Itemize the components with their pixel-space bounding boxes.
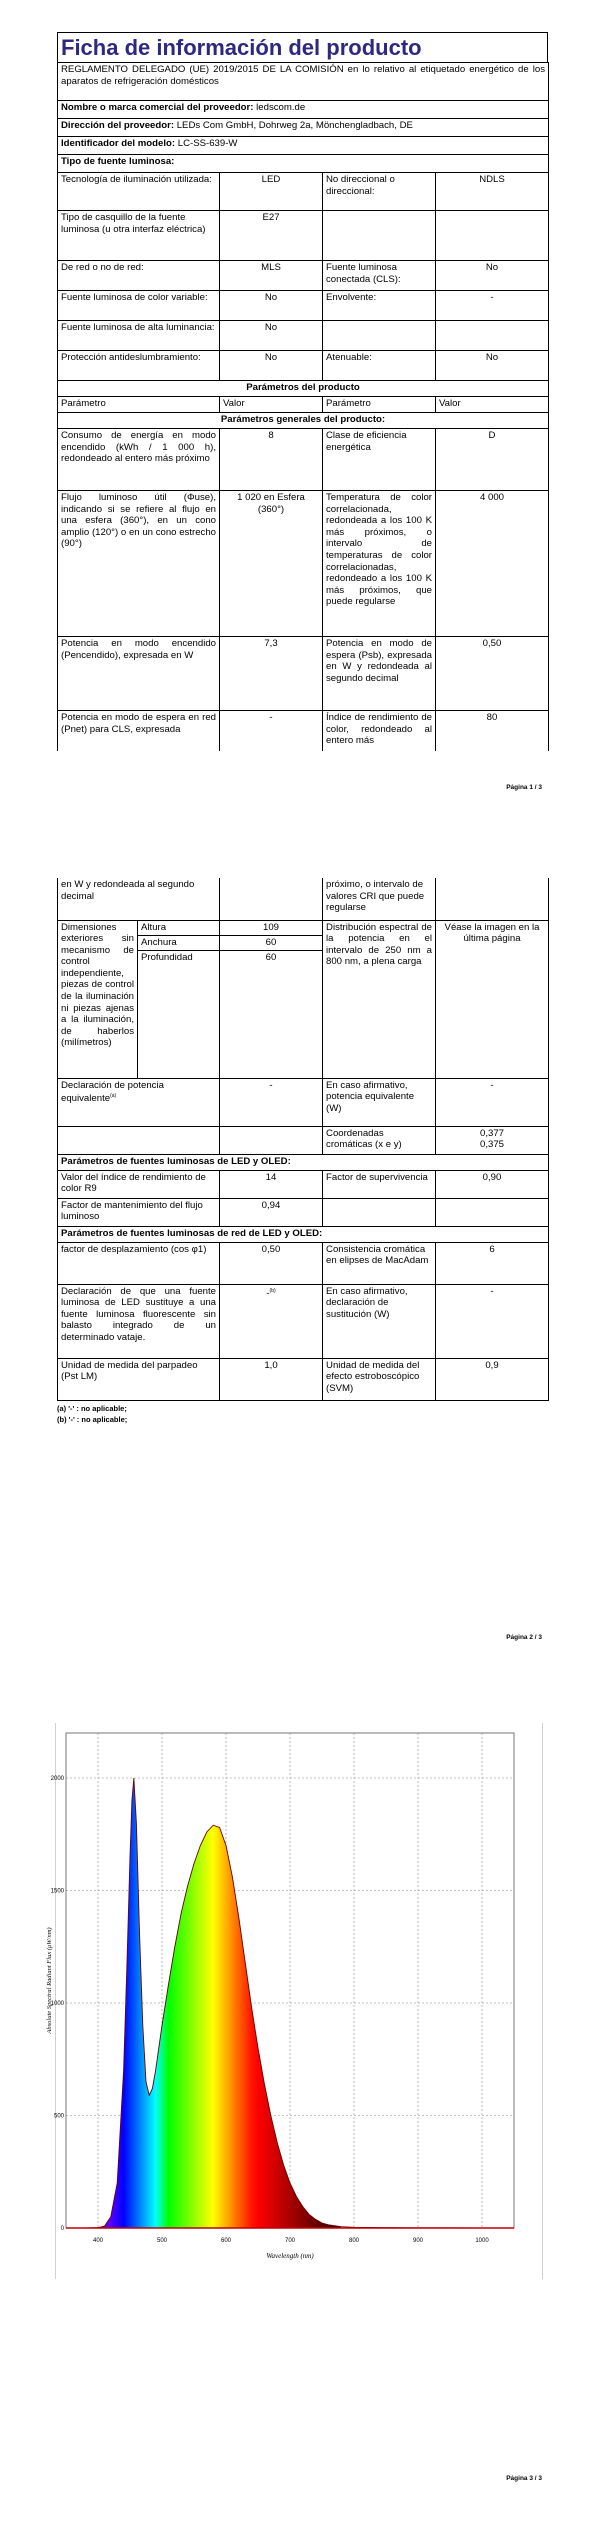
row-value: 0,50	[436, 637, 549, 711]
y-axis-label: Absolute Spectral Radiant Flux (μW/nm)	[46, 1927, 53, 2034]
row-label: En caso afirmativo, potencia equivalente (W)	[323, 1078, 436, 1126]
row-label: Consumo de energía en modo encendido (kWh / 1 000 h), redondeado al entero más próximo	[58, 429, 220, 491]
spectral-distribution-label: Distribución espectral de la potencia en el intervalo de 250 nm a 800 nm, a plena carga	[323, 920, 436, 1078]
row-value	[220, 1126, 323, 1154]
row-value: 1,0	[220, 1358, 323, 1400]
row-label: Factor de mantenimiento del flujo luminoso	[58, 1198, 220, 1226]
table-row	[58, 1198, 549, 1226]
width-value: 60	[220, 935, 323, 950]
row-label	[58, 1126, 220, 1154]
product-params-title: Parámetros del producto	[58, 381, 549, 397]
table-row	[58, 878, 549, 920]
row-label: Unidad de medida del parpadeo (Pst LM)	[58, 1358, 220, 1400]
row-value: -	[436, 1284, 549, 1358]
model-value: LC-SS-639-W	[177, 138, 238, 149]
model-row	[58, 137, 549, 155]
row-label: Potencia en modo de espera (Psb), expresada en W y redondeada al segundo decimal	[323, 637, 436, 711]
row-value: No	[220, 291, 323, 321]
row-value: 80	[436, 711, 549, 751]
table-row	[58, 1358, 549, 1400]
row-label: Declaración de que una fuente luminosa de LED sustituye a una fuente luminosa fluorescente sin balasto integrado de un determinado vataje.	[58, 1284, 220, 1358]
table-row	[58, 211, 549, 261]
row-value	[436, 321, 549, 351]
row-label: Unidad de medida del efecto estroboscópico (SVM)	[323, 1358, 436, 1400]
x-tick-label: 700	[284, 2238, 296, 2244]
row-label: próximo, o intervalo de valores CRI que puede regularse	[323, 878, 436, 920]
row-label: Tecnología de iluminación utilizada:	[58, 173, 220, 211]
col-header-param: Parámetro	[323, 397, 436, 413]
row-value	[436, 211, 549, 261]
row-label	[323, 1198, 436, 1226]
row-value: MLS	[220, 261, 323, 291]
row-value: NDLS	[436, 173, 549, 211]
table-row	[58, 920, 549, 935]
row-value: No	[436, 261, 549, 291]
row-label: Potencia en modo de espera en red (Pnet) para CLS, expresada	[58, 711, 220, 751]
height-value: 109	[220, 920, 323, 935]
row-label: No direccional o direccional:	[323, 173, 436, 211]
col-header-param: Parámetro	[58, 397, 220, 413]
row-label: Valor del índice de rendimiento de color R9	[58, 1170, 220, 1198]
row-value: 8	[220, 429, 323, 491]
spectrum-chart	[46, 1723, 542, 2279]
row-value: LED	[220, 173, 323, 211]
supplier-address-value: LEDs Com GmbH, Dohrweg 2a, Mönchengladbach, DE	[176, 120, 413, 131]
supplier-address-row	[58, 119, 549, 137]
product-info-table	[57, 62, 549, 751]
table-row	[58, 321, 549, 351]
supplier-brand-value: ledscom.de	[256, 102, 306, 113]
y-tick-label: 1000	[50, 2001, 64, 2007]
y-tick-label: 1500	[50, 1888, 64, 1895]
table-row	[58, 711, 549, 751]
row-value: 0,90	[436, 1170, 549, 1198]
row-label: Envolvente:	[323, 291, 436, 321]
row-label: Flujo luminoso útil (Φuse), indicando si se refiere al flujo en una esfera (360°), en un cono amplio (120°) o en un cono estrecho (90°)	[58, 491, 220, 637]
row-label	[323, 321, 436, 351]
row-label: Tipo de casquillo de la fuente luminosa (u otra interfaz eléctrica)	[58, 211, 220, 261]
x-tick-label: 900	[412, 2238, 424, 2244]
row-label	[323, 211, 436, 261]
row-value: 7,3	[220, 637, 323, 711]
depth-value: 60	[220, 950, 323, 1078]
row-label: en W y redondeada al segundo decimal	[58, 878, 220, 920]
chromaticity-y: 0,375	[480, 1139, 505, 1151]
row-value: 14	[220, 1170, 323, 1198]
col-header-value: Valor	[436, 397, 549, 413]
led-params-section: Parámetros de fuentes luminosas de LED y OLED:	[58, 1154, 549, 1170]
row-label	[58, 1078, 220, 1126]
table-row	[58, 1126, 549, 1154]
row-value: No	[436, 351, 549, 381]
title-cell	[57, 32, 548, 62]
page-2	[0, 870, 595, 1650]
row-value: D	[436, 429, 549, 491]
page-number: Página 2 / 3	[506, 1634, 542, 1641]
row-value: -	[436, 1078, 549, 1126]
table-row	[58, 291, 549, 321]
spectral-distribution-value: Véase la imagen en la última página	[436, 920, 549, 1078]
supplier-address-label: Dirección del proveedor:	[61, 120, 175, 131]
row-label: factor de desplazamiento (cos φ1)	[58, 1242, 220, 1284]
row-value: 0,9	[436, 1358, 549, 1400]
table-row	[58, 1284, 549, 1358]
y-tick-label: 500	[53, 2113, 64, 2120]
supplier-brand-row	[58, 101, 549, 119]
x-tick-label: 400	[92, 2238, 104, 2244]
product-info-table-continued	[57, 878, 549, 1401]
row-label: Clase de eficiencia energética	[323, 429, 436, 491]
row-value	[436, 878, 549, 920]
footnote: (b) '-' : no aplicable;	[57, 1414, 128, 1424]
net-params-section: Parámetros de fuentes luminosas de red de LED y OLED:	[58, 1226, 549, 1242]
row-value	[436, 1198, 549, 1226]
table-row	[58, 1242, 549, 1284]
table-row	[58, 351, 549, 381]
row-label: Fuente luminosa de color variable:	[58, 291, 220, 321]
equivalent-power-label: Declaración de potencia equivalente	[61, 1079, 164, 1105]
table-row	[58, 491, 549, 637]
dimensions-label: Dimensiones exteriores sin mecanismo de control independiente, piezas de control de la iluminación ni piezas ajenas a la iluminación, de haberlos (milímetros)	[58, 920, 138, 1078]
model-label: Identificador del modelo:	[61, 138, 176, 149]
table-row	[58, 173, 549, 211]
row-label: Consistencia cromática en elipses de MacAdam	[323, 1242, 436, 1284]
row-value: 0,94	[220, 1198, 323, 1226]
row-value	[220, 878, 323, 920]
x-tick-label: 500	[156, 2238, 168, 2244]
spectrum-chart-panel	[46, 1723, 543, 2279]
chromaticity-value	[436, 1126, 549, 1154]
regulation-text: REGLAMENTO DELEGADO (UE) 2019/2015 DE LA COMISIÓN en lo relativo al etiquetado energético de los aparatos de refrigeración domésticos	[58, 63, 549, 101]
x-tick-label: 1000	[475, 2238, 489, 2244]
table-row	[58, 1078, 549, 1126]
x-axis-label: Wavelength (nm)	[266, 2252, 314, 2260]
row-value: 1 020 en Esfera (360°)	[220, 491, 323, 637]
page-1	[0, 0, 595, 791]
y-tick-label: 2000	[50, 1776, 64, 1782]
row-value	[220, 1284, 323, 1358]
row-label: Atenuable:	[323, 351, 436, 381]
table-row	[58, 1170, 549, 1198]
footnotes	[57, 1403, 548, 1425]
row-value: -	[220, 711, 323, 751]
row-label: Fuente luminosa de alta luminancia:	[58, 321, 220, 351]
page-number: Página 1 / 3	[506, 784, 542, 791]
x-tick-label: 800	[348, 2238, 360, 2244]
row-label: Protección antideslumbramiento:	[58, 351, 220, 381]
general-params-section: Parámetros generales del producto:	[58, 413, 549, 429]
chromaticity-label: Coordenadas cromáticas (x e y)	[323, 1126, 436, 1154]
page-title: Ficha de información del producto	[61, 35, 422, 60]
row-label: Potencia en modo encendido (Pencendido), expresada en W	[58, 637, 220, 711]
table-row	[58, 261, 549, 291]
row-value: 4 000	[436, 491, 549, 637]
y-tick-label: 0	[60, 2226, 64, 2232]
row-value: No	[220, 351, 323, 381]
row-label: Factor de supervivencia	[323, 1170, 436, 1198]
table-row	[58, 429, 549, 491]
x-tick-label: 600	[220, 2238, 232, 2244]
row-label: De red o no de red:	[58, 261, 220, 291]
row-value: -	[220, 1078, 323, 1126]
led-replacement-value: -	[266, 1287, 270, 1299]
footnote: (a) '-' : no aplicable;	[57, 1403, 127, 1413]
chromaticity-x: 0,377	[480, 1127, 505, 1139]
footnote-ref: (b)	[269, 1287, 276, 1294]
row-label: En caso afirmativo, declaración de sustitución (W)	[323, 1284, 436, 1358]
row-value: No	[220, 321, 323, 351]
light-source-section: Tipo de fuente luminosa:	[58, 155, 549, 173]
width-label: Anchura	[138, 935, 220, 950]
row-label: Fuente luminosa conectada (CLS):	[323, 261, 436, 291]
supplier-brand-label: Nombre o marca comercial del proveedor:	[61, 102, 254, 113]
row-label: Índice de rendimiento de color, redondeado al entero más	[323, 711, 436, 751]
row-value: E27	[220, 211, 323, 261]
footnote-ref: (a)	[110, 1093, 117, 1100]
table-header-row	[58, 397, 549, 413]
page-number: Página 3 / 3	[506, 2475, 542, 2482]
row-value: -	[436, 291, 549, 321]
row-label: Temperatura de color correlacionada, redondeada a los 100 K más próximos, o intervalo de temperaturas de color correlacionadas, redondeado a los 100 K más próximos, que puede regularse	[323, 491, 436, 637]
col-header-value: Valor	[220, 397, 323, 413]
depth-label: Profundidad	[138, 950, 220, 1078]
table-row	[58, 637, 549, 711]
row-value: 0,50	[220, 1242, 323, 1284]
height-label: Altura	[138, 920, 220, 935]
row-value: 6	[436, 1242, 549, 1284]
